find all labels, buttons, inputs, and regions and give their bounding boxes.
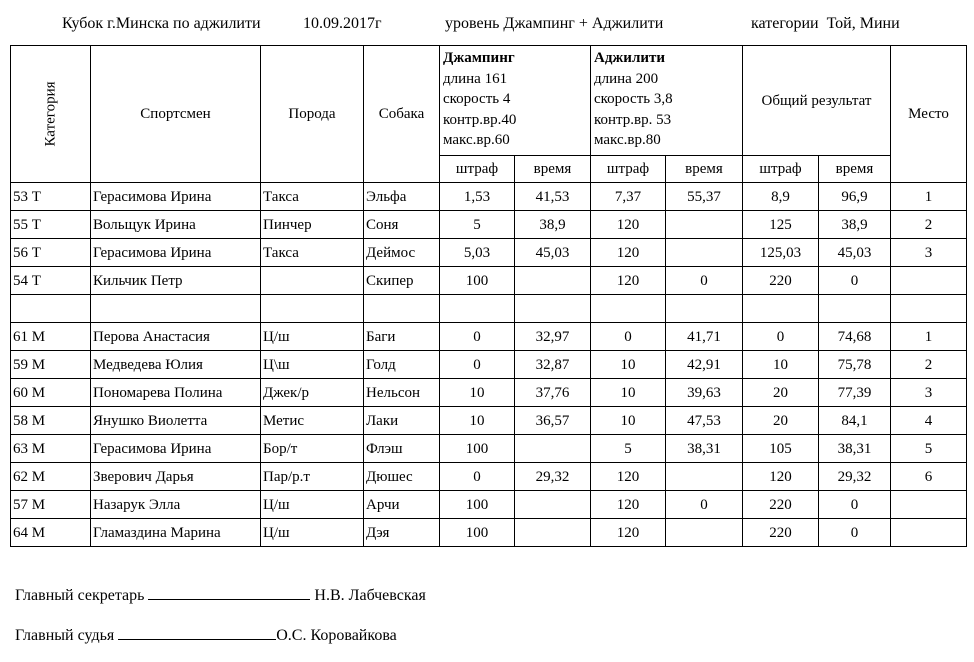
cell-place <box>891 491 967 519</box>
agility-length: длина 200 <box>594 70 659 87</box>
judge-label: Главный судья <box>15 627 115 644</box>
cell-total-time: 74,68 <box>819 323 891 351</box>
cell-jumping-time <box>515 295 591 323</box>
table-row-separator <box>11 295 967 323</box>
cell-breed: Джек/р <box>261 379 364 407</box>
header-place: Место <box>891 46 967 183</box>
cell-category: 55 Т <box>11 211 91 239</box>
cell-agility-time: 0 <box>666 267 743 295</box>
secretary-label: Главный секретарь <box>15 587 145 604</box>
table-row <box>11 351 967 379</box>
competition-level: уровень Джампинг + Аджилити <box>445 15 664 32</box>
cell-breed: Метис <box>261 407 364 435</box>
cell-place <box>891 295 967 323</box>
cell-dog: Соня <box>364 211 440 239</box>
header-total: Общий результат <box>743 46 891 156</box>
cell-agility-penalty: 10 <box>591 351 666 379</box>
cell-agility-penalty: 120 <box>591 519 666 547</box>
cell-athlete: Назарук Элла <box>91 491 261 519</box>
cell-total-time: 84,1 <box>819 407 891 435</box>
cell-agility-time <box>666 211 743 239</box>
cell-total-time: 75,78 <box>819 351 891 379</box>
cell-jumping-penalty: 100 <box>440 491 515 519</box>
cell-jumping-time <box>515 267 591 295</box>
cell-jumping-penalty: 0 <box>440 463 515 491</box>
cell-jumping-time: 29,32 <box>515 463 591 491</box>
cell-breed: Пар/р.т <box>261 463 364 491</box>
table-row <box>11 183 967 211</box>
header-jumping-time: время <box>515 156 591 183</box>
cell-athlete: Зверович Дарья <box>91 463 261 491</box>
cell-breed: Пинчер <box>261 211 364 239</box>
cell-total-time: 45,03 <box>819 239 891 267</box>
cell-jumping-penalty: 100 <box>440 267 515 295</box>
cell-breed: Такса <box>261 183 364 211</box>
cell-category: 54 Т <box>11 267 91 295</box>
cell-agility-time: 41,71 <box>666 323 743 351</box>
header-dog: Собака <box>364 46 440 183</box>
results-table <box>10 45 967 547</box>
cell-jumping-penalty: 5,03 <box>440 239 515 267</box>
cell-agility-penalty: 5 <box>591 435 666 463</box>
cell-agility-time: 42,91 <box>666 351 743 379</box>
judge-signature-line <box>118 623 276 640</box>
cell-total-penalty: 8,9 <box>743 183 819 211</box>
cell-place <box>891 519 967 547</box>
cell-agility-time: 38,31 <box>666 435 743 463</box>
cell-dog: Нельсон <box>364 379 440 407</box>
jumping-speed: скорость 4 <box>443 91 511 107</box>
cell-breed: Такса <box>261 239 364 267</box>
cell-jumping-penalty: 1,53 <box>440 183 515 211</box>
table-row <box>11 463 967 491</box>
cell-category: 56 Т <box>11 239 91 267</box>
table-row <box>11 239 967 267</box>
cell-total-penalty: 10 <box>743 351 819 379</box>
cell-total-time: 38,31 <box>819 435 891 463</box>
cell-jumping-time: 32,97 <box>515 323 591 351</box>
cell-agility-time <box>666 463 743 491</box>
table-row <box>11 379 967 407</box>
cell-dog: Дюшес <box>364 463 440 491</box>
cell-place: 2 <box>891 351 967 379</box>
cell-dog: Голд <box>364 351 440 379</box>
table-row <box>11 407 967 435</box>
cell-dog: Дэя <box>364 519 440 547</box>
agility-control-time: контр.вр. 53 <box>594 111 672 128</box>
cell-total-penalty: 125 <box>743 211 819 239</box>
cell-agility-penalty: 120 <box>591 491 666 519</box>
cell-jumping-penalty: 10 <box>440 407 515 435</box>
cell-dog: Лаки <box>364 407 440 435</box>
cell-athlete: Герасимова Ирина <box>91 435 261 463</box>
cell-total-time: 38,9 <box>819 211 891 239</box>
cell-agility-penalty: 10 <box>591 407 666 435</box>
cell-total-penalty: 125,03 <box>743 239 819 267</box>
cell-athlete: Герасимова Ирина <box>91 183 261 211</box>
cell-total-time: 0 <box>819 491 891 519</box>
cell-jumping-time: 38,9 <box>515 211 591 239</box>
cell-breed: Ц/ш <box>261 323 364 351</box>
cell-breed <box>261 267 364 295</box>
cell-total-time: 0 <box>819 519 891 547</box>
cell-agility-penalty: 120 <box>591 267 666 295</box>
header-athlete: Спортсмен <box>91 46 261 183</box>
cell-dog: Арчи <box>364 491 440 519</box>
cell-total-time: 0 <box>819 267 891 295</box>
cell-dog: Деймос <box>364 239 440 267</box>
cell-category: 59 М <box>11 351 91 379</box>
competition-date: 10.09.2017г <box>303 15 382 32</box>
cell-jumping-penalty <box>440 295 515 323</box>
cell-total-time <box>819 295 891 323</box>
cell-agility-time: 55,37 <box>666 183 743 211</box>
cell-agility-time: 0 <box>666 491 743 519</box>
table-row <box>11 323 967 351</box>
cell-place: 1 <box>891 323 967 351</box>
cell-place: 6 <box>891 463 967 491</box>
jumping-max-time: макс.вр.60 <box>443 132 510 148</box>
cell-athlete: Герасимова Ирина <box>91 239 261 267</box>
cell-jumping-time <box>515 519 591 547</box>
secretary-signature-line <box>148 583 310 600</box>
cell-jumping-penalty: 5 <box>440 211 515 239</box>
cell-total-penalty: 220 <box>743 519 819 547</box>
cell-place: 2 <box>891 211 967 239</box>
cell-breed: Бор/т <box>261 435 364 463</box>
cell-agility-penalty: 10 <box>591 379 666 407</box>
table-row <box>11 211 967 239</box>
cell-dog: Эльфа <box>364 183 440 211</box>
table-row <box>11 519 967 547</box>
jumping-control-time: контр.вр.40 <box>443 111 517 128</box>
header-jumping-penalty: штраф <box>440 156 515 183</box>
cell-agility-time <box>666 295 743 323</box>
cell-agility-penalty: 120 <box>591 463 666 491</box>
cell-agility-time: 47,53 <box>666 407 743 435</box>
cell-category: 58 М <box>11 407 91 435</box>
judge-signature <box>15 623 397 646</box>
cell-agility-penalty: 0 <box>591 323 666 351</box>
cell-total-time: 77,39 <box>819 379 891 407</box>
cell-place: 3 <box>891 239 967 267</box>
cell-agility-penalty: 7,37 <box>591 183 666 211</box>
cell-agility-penalty: 120 <box>591 239 666 267</box>
cell-total-penalty <box>743 295 819 323</box>
cell-athlete: Пономарева Полина <box>91 379 261 407</box>
cell-total-penalty: 0 <box>743 323 819 351</box>
header-jumping <box>440 46 591 156</box>
cell-athlete: Кильчик Петр <box>91 267 261 295</box>
header-total-penalty: штраф <box>743 156 819 183</box>
cell-category: 64 М <box>11 519 91 547</box>
cell-jumping-time <box>515 491 591 519</box>
cell-agility-time: 39,63 <box>666 379 743 407</box>
table-row <box>11 267 967 295</box>
cell-athlete <box>91 295 261 323</box>
cell-dog: Скипер <box>364 267 440 295</box>
cell-breed: Ц/ш <box>261 519 364 547</box>
cell-category: 61 М <box>11 323 91 351</box>
cell-breed <box>261 295 364 323</box>
header-agility <box>591 46 743 156</box>
cell-category: 60 М <box>11 379 91 407</box>
cell-agility-penalty: 120 <box>591 211 666 239</box>
table-row <box>11 491 967 519</box>
cell-dog: Баги <box>364 323 440 351</box>
cell-athlete: Янушко Виолетта <box>91 407 261 435</box>
cell-athlete: Гламаздина Марина <box>91 519 261 547</box>
cell-jumping-time: 45,03 <box>515 239 591 267</box>
cell-breed: Ц\ш <box>261 351 364 379</box>
jumping-title: Джампинг <box>443 50 515 66</box>
cell-total-penalty: 220 <box>743 491 819 519</box>
competition-categories: категории Той, Мини <box>751 15 900 32</box>
cell-jumping-penalty: 0 <box>440 351 515 379</box>
cell-category <box>11 295 91 323</box>
table-row <box>11 435 967 463</box>
cell-place: 1 <box>891 183 967 211</box>
header-agility-time: время <box>666 156 743 183</box>
agility-speed: скорость 3,8 <box>594 91 673 107</box>
secretary-signature <box>15 583 426 606</box>
cell-jumping-penalty: 10 <box>440 379 515 407</box>
agility-max-time: макс.вр.80 <box>594 132 661 148</box>
competition-title: Кубок г.Минска по аджилити <box>62 15 261 32</box>
cell-jumping-time: 41,53 <box>515 183 591 211</box>
cell-place: 5 <box>891 435 967 463</box>
cell-category: 53 Т <box>11 183 91 211</box>
cell-dog <box>364 295 440 323</box>
judge-name: О.С. Коровайкова <box>276 627 397 644</box>
header-category-label: Категория <box>42 81 59 147</box>
cell-jumping-penalty: 100 <box>440 435 515 463</box>
cell-agility-time <box>666 239 743 267</box>
cell-jumping-time: 32,87 <box>515 351 591 379</box>
results-body <box>11 183 967 547</box>
header-total-time: время <box>819 156 891 183</box>
cell-place: 3 <box>891 379 967 407</box>
cell-category: 63 М <box>11 435 91 463</box>
cell-place <box>891 267 967 295</box>
cell-dog: Флэш <box>364 435 440 463</box>
cell-jumping-penalty: 0 <box>440 323 515 351</box>
header-breed: Порода <box>261 46 364 183</box>
cell-total-penalty: 120 <box>743 463 819 491</box>
cell-category: 57 М <box>11 491 91 519</box>
cell-agility-time <box>666 519 743 547</box>
cell-total-penalty: 220 <box>743 267 819 295</box>
cell-athlete: Медведева Юлия <box>91 351 261 379</box>
cell-breed: Ц/ш <box>261 491 364 519</box>
cell-jumping-time: 37,76 <box>515 379 591 407</box>
cell-place: 4 <box>891 407 967 435</box>
cell-total-penalty: 20 <box>743 407 819 435</box>
header-category <box>11 46 91 183</box>
secretary-name: Н.В. Лабчевская <box>314 587 426 604</box>
cell-category: 62 М <box>11 463 91 491</box>
cell-athlete: Вольщук Ирина <box>91 211 261 239</box>
cell-total-time: 96,9 <box>819 183 891 211</box>
cell-total-penalty: 20 <box>743 379 819 407</box>
cell-agility-penalty <box>591 295 666 323</box>
agility-title: Аджилити <box>594 50 666 66</box>
cell-total-time: 29,32 <box>819 463 891 491</box>
cell-athlete: Перова Анастасия <box>91 323 261 351</box>
cell-total-penalty: 105 <box>743 435 819 463</box>
cell-jumping-time <box>515 435 591 463</box>
jumping-length: длина 161 <box>443 70 508 87</box>
cell-jumping-time: 36,57 <box>515 407 591 435</box>
header-agility-penalty: штраф <box>591 156 666 183</box>
cell-jumping-penalty: 100 <box>440 519 515 547</box>
